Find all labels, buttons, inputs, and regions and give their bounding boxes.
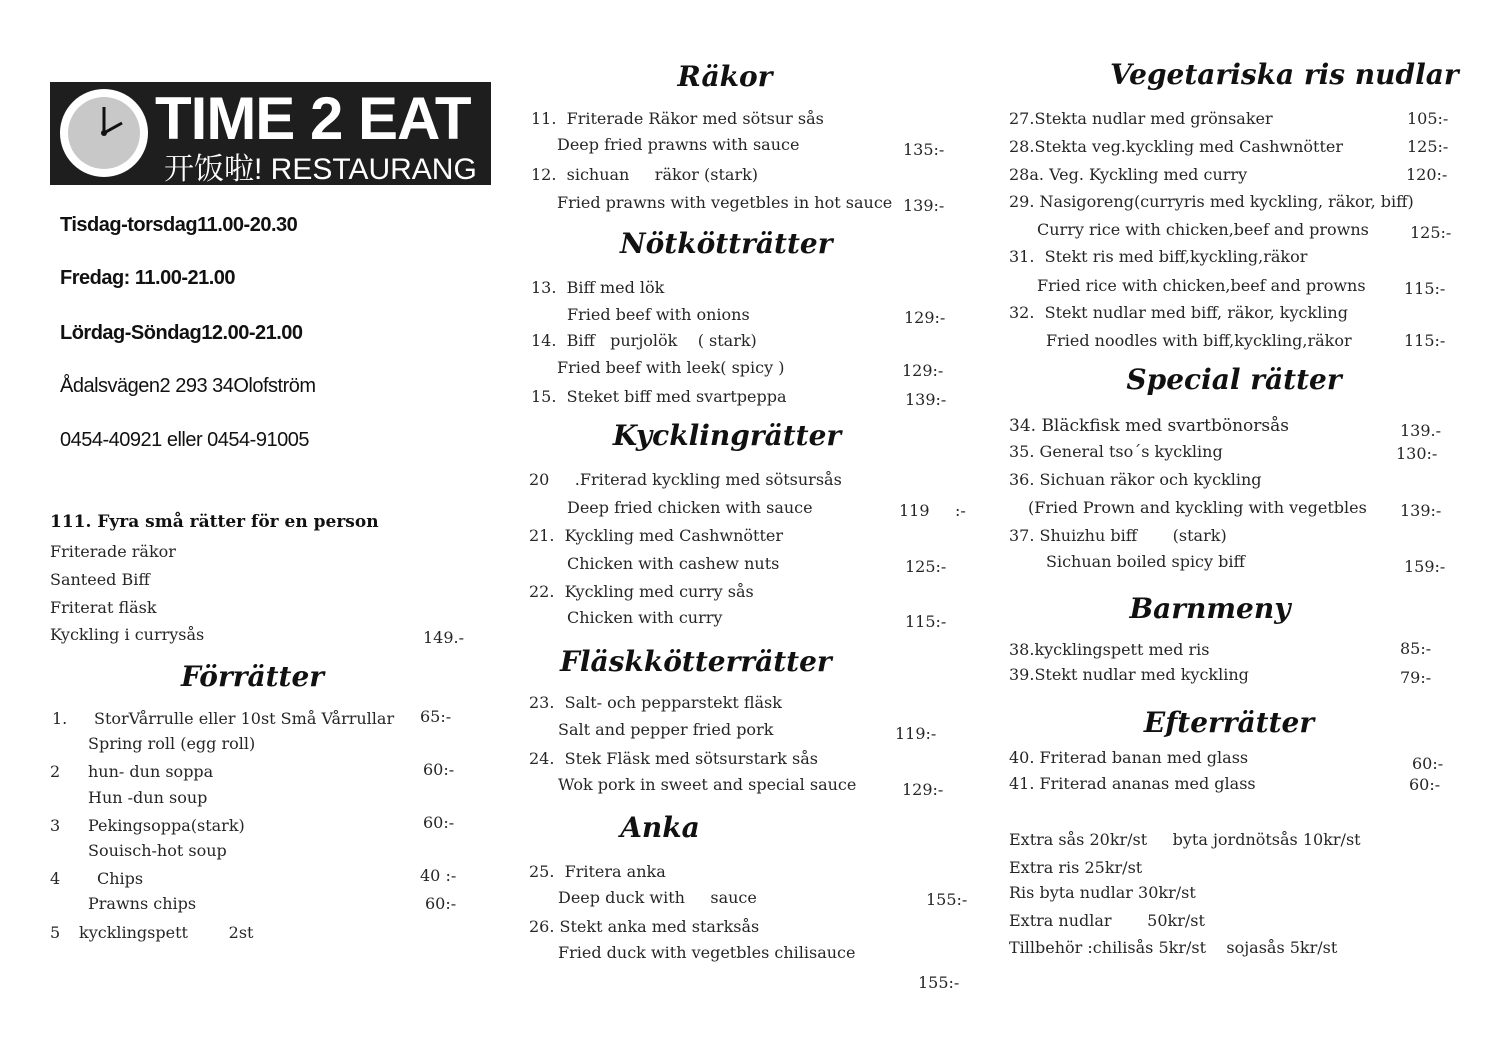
menu-item-desc: Fried prawns with vegetbles in hot sauce xyxy=(557,193,893,212)
menu-item: 36. Sichuan räkor och kyckling xyxy=(1009,470,1262,489)
menu-item: 28.Stekta veg.kyckling med Cashwnötter xyxy=(1009,137,1344,156)
menu-item: 31. Stekt ris med biff,kyckling,räkor xyxy=(1009,247,1308,266)
menu-item-number: 3 xyxy=(50,816,61,835)
menu-price: 119 :- xyxy=(899,501,966,520)
extra-line: Tillbehör :chilisås 5kr/st sojasås 5kr/st xyxy=(1009,938,1338,957)
menu-price: 139:- xyxy=(903,196,945,215)
menu-price: 159:- xyxy=(1404,557,1446,576)
hours-friday: Fredag: 11.00-21.00 xyxy=(60,267,236,289)
heading-barnmeny: Barnmeny xyxy=(1129,592,1291,625)
menu-item: 15. Steket biff med svartpeppa xyxy=(531,387,787,406)
combo-item: Kyckling i currysås xyxy=(50,625,205,644)
logo-subtitle: 开饭啦! RESTAURANG xyxy=(164,153,477,186)
menu-price: 125:- xyxy=(1407,137,1449,156)
menu-item-desc: Sichuan boiled spicy biff xyxy=(1046,552,1245,571)
heading-veg: Vegetariska ris nudlar xyxy=(1110,58,1459,91)
menu-item: 13. Biff med lök xyxy=(531,278,665,297)
logo-title: TIME 2 EAT xyxy=(155,85,471,152)
menu-price: 139:- xyxy=(905,390,947,409)
menu-price: 85:- xyxy=(1400,639,1432,658)
menu-item: 20 .Friterad kyckling med sötsursås xyxy=(529,470,842,489)
menu-item-number: 4 xyxy=(50,869,61,888)
menu-item-desc: Souisch-hot soup xyxy=(88,841,227,860)
combo-item: Santeed Biff xyxy=(50,570,150,589)
menu-item: hun- dun soppa xyxy=(88,762,214,781)
heading-forratter: Förrätter xyxy=(180,660,325,693)
menu-item: 39.Stekt nudlar med kyckling xyxy=(1009,665,1249,684)
menu-item-desc: Spring roll (egg roll) xyxy=(88,734,256,753)
menu-item-desc: Chicken with cashew nuts xyxy=(567,554,780,573)
combo-item: Friterat fläsk xyxy=(50,598,157,617)
menu-item: 23. Salt- och pepparstekt fläsk xyxy=(529,693,782,712)
menu-price: 125:- xyxy=(905,557,947,576)
menu-item: 27.Stekta nudlar med grönsaker xyxy=(1009,109,1273,128)
menu-item-desc: Chicken with curry xyxy=(567,608,723,627)
menu-item-number: 5 xyxy=(50,923,61,942)
menu-item-desc: (Fried Prown and kyckling with vegetbles xyxy=(1028,498,1367,517)
clock-icon xyxy=(60,89,148,177)
menu-item-desc: Fried beef with onions xyxy=(567,305,750,324)
menu-item: 37. Shuizhu biff (stark) xyxy=(1009,526,1227,545)
menu-price: 115:- xyxy=(905,612,947,631)
menu-item-desc: Deep duck with sauce xyxy=(558,888,757,907)
menu-item: kycklingspett 2st xyxy=(79,923,254,942)
menu-item: 35. General tso´s kyckling xyxy=(1009,442,1223,461)
extra-line: Extra sås 20kr/st byta jordnötsås 10kr/st xyxy=(1009,830,1361,849)
menu-item-desc: Deep fried chicken with sauce xyxy=(567,498,813,517)
hours-tue-thu: Tisdag-torsdag11.00-20.30 xyxy=(60,214,298,236)
menu-price: 125:- xyxy=(1410,223,1452,242)
menu-item: Chips xyxy=(97,869,144,888)
menu-price: 155:- xyxy=(926,890,968,909)
menu-item: 22. Kyckling med curry sås xyxy=(529,582,754,601)
menu-item-desc: Curry rice with chicken,beef and prowns xyxy=(1037,220,1369,239)
hours-weekend: Lördag-Söndag12.00-21.00 xyxy=(60,322,303,344)
menu-item: 40. Friterad banan med glass xyxy=(1009,748,1249,767)
combo-price: 149.- xyxy=(423,628,465,647)
menu-item-desc: Hun -dun soup xyxy=(88,788,208,807)
menu-price: 129:- xyxy=(902,361,944,380)
menu-item: 28a. Veg. Kyckling med curry xyxy=(1009,165,1248,184)
heading-notkott: Nötkötträtter xyxy=(620,227,833,260)
menu-item: 24. Stek Fläsk med sötsurstark sås xyxy=(529,749,818,768)
menu-item: 34. Bläckfisk med svartbönorsås xyxy=(1009,416,1289,436)
menu-item: 12. sichuan räkor (stark) xyxy=(531,165,759,184)
menu-price: 40 :- xyxy=(420,866,457,885)
menu-item-desc: Fried beef with leek( spicy ) xyxy=(557,358,785,377)
heading-efterratter: Efterrätter xyxy=(1143,706,1315,739)
menu-item-desc: Deep fried prawns with sauce xyxy=(557,135,800,154)
heading-special: Special rätter xyxy=(1126,363,1342,396)
menu-price: 115:- xyxy=(1404,331,1446,350)
heading-flask: Fläskkötterrätter xyxy=(560,645,832,678)
menu-item: 11. Friterade Räkor med sötsur sås xyxy=(531,109,824,128)
menu-price: 60:- xyxy=(423,813,455,832)
menu-item: 29. Nasigoreng(curryris med kyckling, räkor, biff) xyxy=(1009,192,1414,211)
phone: 0454-40921 eller 0454-91005 xyxy=(60,429,309,451)
menu-price: 155:- xyxy=(918,973,960,992)
menu-item: 21. Kyckling med Cashwnötter xyxy=(529,526,783,545)
extra-line: Extra ris 25kr/st xyxy=(1009,858,1143,877)
menu-item: StorVårrulle eller 10st Små Vårrullar xyxy=(94,709,395,728)
menu-price: 60:- xyxy=(425,894,457,913)
menu-item: 14. Biff purjolök ( stark) xyxy=(531,331,757,350)
menu-price: 60:- xyxy=(1412,754,1444,773)
menu-price: 60:- xyxy=(1409,775,1441,794)
menu-item-desc: Salt and pepper fried pork xyxy=(558,720,774,739)
combo-item: Friterade räkor xyxy=(50,542,176,561)
address: Ådalsvägen2 293 34Olofström xyxy=(60,375,316,397)
menu-price: 79:- xyxy=(1400,668,1432,687)
menu-item: 25. Fritera anka xyxy=(529,862,666,881)
menu-item-desc: Fried duck with vegetbles chilisauce xyxy=(558,943,856,962)
menu-price: 130:- xyxy=(1396,444,1438,463)
restaurant-logo xyxy=(50,82,491,185)
combo-title: 111. Fyra små rätter för en person xyxy=(50,512,379,532)
menu-price: 129:- xyxy=(904,308,946,327)
menu-price: 120:- xyxy=(1406,165,1448,184)
menu-price: 115:- xyxy=(1404,279,1446,298)
heading-rakor: Räkor xyxy=(677,60,773,93)
heading-kyckling: Kycklingrätter xyxy=(612,419,842,452)
menu-price: 139:- xyxy=(1400,501,1442,520)
menu-price: 135:- xyxy=(903,140,945,159)
heading-anka: Anka xyxy=(620,811,700,844)
menu-item: 41. Friterad ananas med glass xyxy=(1009,774,1256,793)
extra-line: Ris byta nudlar 30kr/st xyxy=(1009,883,1196,902)
menu-item: 26. Stekt anka med starksås xyxy=(529,917,760,936)
menu-item-desc: Fried noodles with biff,kyckling,räkor xyxy=(1046,331,1352,350)
extra-line: Extra nudlar 50kr/st xyxy=(1009,911,1205,930)
menu-item: 38.kycklingspett med ris xyxy=(1009,640,1210,659)
menu-item-number: 2 xyxy=(50,762,61,781)
menu-item: Pekingsoppa(stark) xyxy=(88,816,245,835)
menu-price: 119:- xyxy=(895,724,937,743)
menu-item-desc: Prawns chips xyxy=(88,894,197,913)
menu-item: 32. Stekt nudlar med biff, räkor, kyckling xyxy=(1009,303,1348,322)
menu-price: 139.- xyxy=(1400,421,1442,440)
menu-item-desc: Wok pork in sweet and special sauce xyxy=(558,775,857,794)
menu-price: 105:- xyxy=(1407,109,1449,128)
menu-price: 129:- xyxy=(902,780,944,799)
menu-price: 65:- xyxy=(420,707,452,726)
menu-price: 60:- xyxy=(423,760,455,779)
menu-item-number: 1. xyxy=(52,709,68,728)
menu-item-desc: Fried rice with chicken,beef and prowns xyxy=(1037,276,1366,295)
